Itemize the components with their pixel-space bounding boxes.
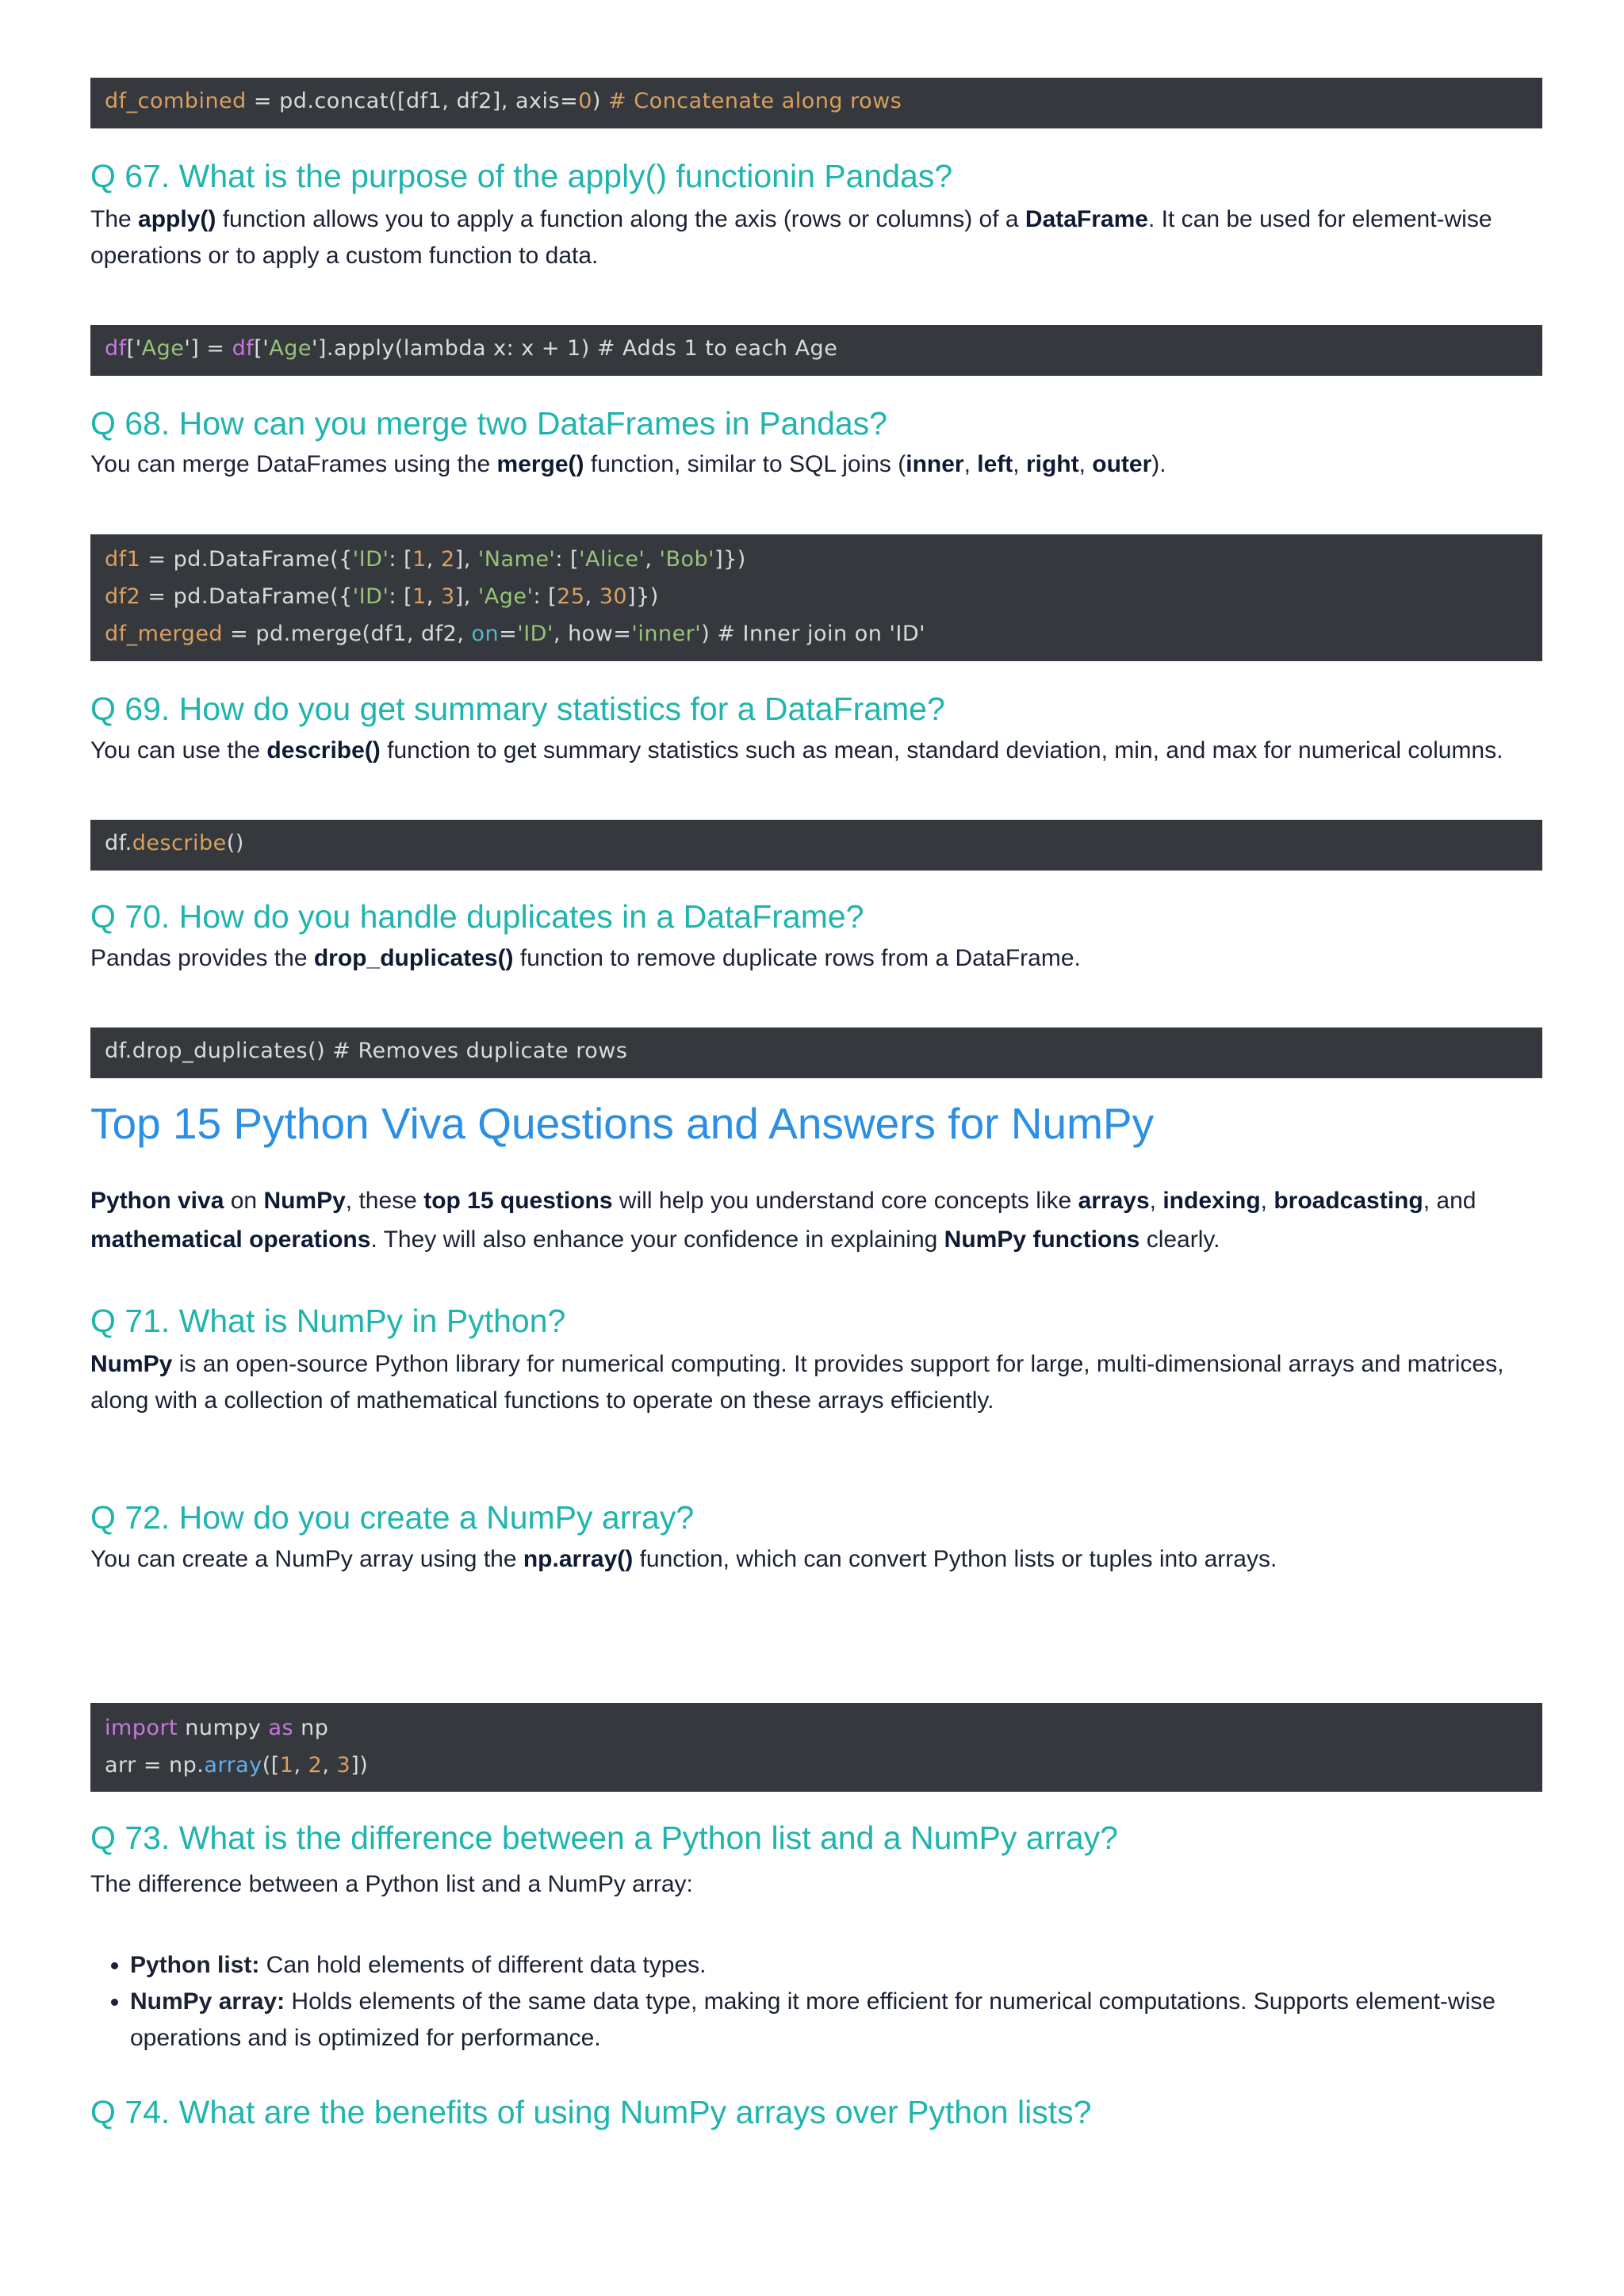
code-line: arr = np.array([1, 2, 3]) (105, 1753, 369, 1777)
code-block-describe (90, 820, 1542, 871)
answer-paragraph-68: You can merge DataFrames using the merge() function, similar to SQL joins (inner, left, right, outer). (90, 451, 1166, 477)
list-item: • NumPy array: Holds elements of the same data type, making it more efficient for numerical computations. Supports element-wise operations and is optimized for performance. (130, 1984, 1582, 2057)
code-token: 0 (578, 89, 592, 113)
code-line: df2 = pd.DataFrame({'ID': [1, 3], 'Age': [25, 30]}) (105, 584, 659, 609)
question-heading-68: Q 68. How can you merge two DataFrames in Pandas? (90, 405, 887, 442)
question-heading-67: Q 67. What is the purpose of the apply() functionin Pandas? (90, 158, 953, 194)
question-heading-72: Q 72. How do you create a NumPy array? (90, 1499, 695, 1536)
list-item: • Python list: Can hold elements of different data types. (130, 1947, 1582, 1984)
question-heading-69: Q 69. How do you get summary statistics for a DataFrame? (90, 691, 945, 727)
section-intro-paragraph: Python viva on NumPy, these top 15 questions will help you understand core concepts like arrays, indexing, broadcasting, and mathematical operations. They will also enhance your confidence in explaining NumPy functions clearly. (90, 1188, 1477, 1253)
question-heading-70: Q 70. How do you handle duplicates in a DataFrame? (90, 898, 864, 935)
question-heading-71: Q 71. What is NumPy in Python? (90, 1303, 566, 1339)
code-line: df1 = pd.DataFrame({'ID': [1, 2], 'Name': ['Alice', 'Bob']}) (105, 547, 746, 572)
question-heading-74: Q 74. What are the benefits of using NumPy arrays over Python lists? (90, 2094, 1092, 2130)
code-line: import numpy as np (105, 1716, 329, 1740)
code-line: df['Age'] = df['Age'].apply(lambda x: x + 1) # Adds 1 to each Age (105, 336, 838, 361)
answer-paragraph-70: Pandas provides the drop_duplicates() function to remove duplicate rows from a DataFrame. (90, 945, 1081, 971)
section-title: Top 15 Python Viva Questions and Answers for NumPy (90, 1099, 1155, 1148)
code-line (105, 82, 1528, 120)
code-token: df_combined (105, 89, 247, 113)
code-line: df.drop_duplicates() # Removes duplicate rows (105, 1039, 628, 1063)
answer-paragraph-67: The apply() function allows you to apply a function along the axis (rows or columns) of a DataFrame. It can be used for element-wise operations or to apply a custom function to data. (90, 206, 1492, 269)
code-block-drop-duplicates (90, 1027, 1542, 1078)
code-token: = pd.concat([df1, df2], axis= (246, 89, 579, 113)
code-comment: # Concatenate along rows (600, 89, 902, 113)
answer-paragraph-72: You can create a NumPy array using the np.array() function, which can convert Python lists or tuples into arrays. (90, 1546, 1277, 1572)
code-line: df_merged = pd.merge(df1, df2, on='ID', how='inner') # Inner join on 'ID' (105, 622, 926, 646)
code-block-concat (90, 78, 1542, 128)
code-block-numpy-array (90, 1703, 1542, 1792)
question-heading-73: Q 73. What is the difference between a Python list and a NumPy array? (90, 1820, 1118, 1856)
code-block-apply (90, 325, 1542, 376)
answer-paragraph-71: NumPy is an open-source Python library for numerical computing. It provides support for large, multi-dimensional arrays and matrices, along with a collection of mathematical functions to operate on these arrays efficiently. (90, 1351, 1504, 1414)
code-line: df.describe() (105, 831, 244, 855)
code-block-merge (90, 534, 1542, 661)
code-token: ) (592, 89, 601, 113)
answer-intro-73: The difference between a Python list and a NumPy array: (90, 1871, 693, 1897)
difference-list (90, 1947, 1582, 2057)
answer-paragraph-69: You can use the describe() function to get summary statistics such as mean, standard deviation, min, and max for numerical columns. (90, 737, 1503, 763)
